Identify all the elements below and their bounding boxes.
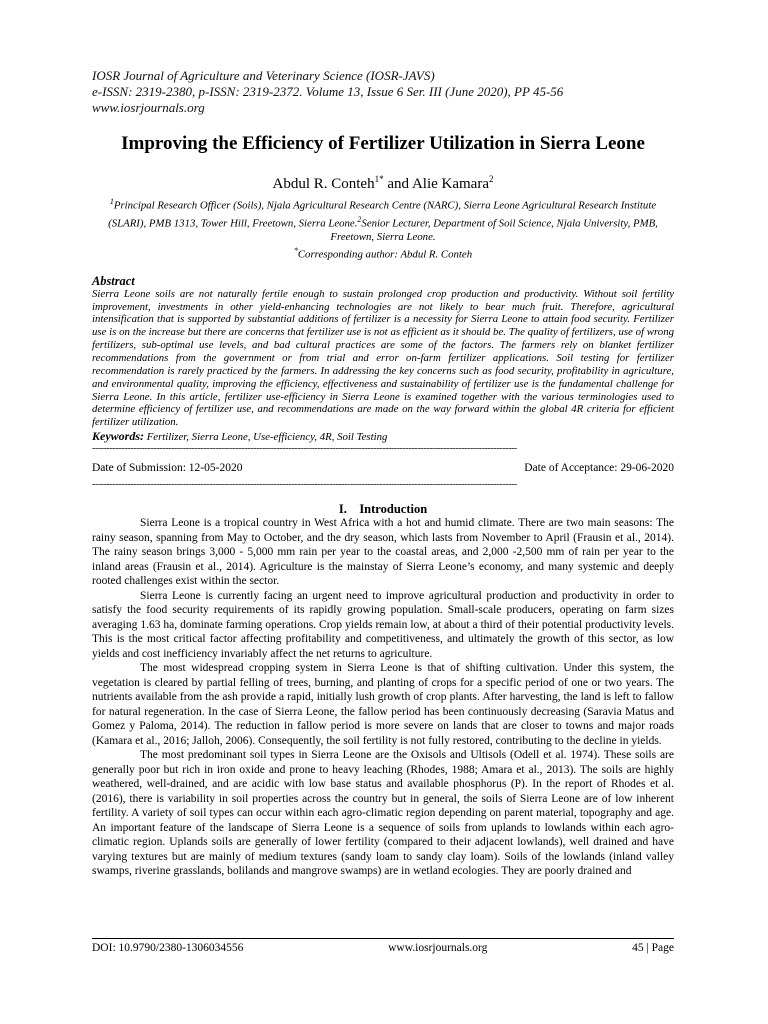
page-footer [92,942,674,954]
keywords-text: Fertilizer, Sierra Leone, Use-efficiency, 4R, Soil Testing [144,431,388,444]
paragraph: Sierra Leone is a tropical country in West Africa with a hot and humid climate. There are two main seasons: The rainy season, spanning from May to October, and the dry season, which lasts from November to April (Frausin et al., 2014). The rainy season brings 3,000 - 5,000 mm rain per year to the coastal areas, and 2,000 -2,500 mm of rain per year to the inland areas (Frausin et al., 2014). Agriculture is the mainstay of Sierra Leone’s economy, and many systemic and deeply rooted challenges exist within the sector. [92,517,674,588]
paragraph: The most predominant soil types in Sierra Leone are the Oxisols and Ultisols (Odell et al. 1974). These soils are generally poor but rich in iron oxide and prone to heavy leaching (Rhodes, 1988; Amara et al., 2013). The soils are highly weathered, well-drained, and are acidic with low base status and available phosphorus (P). In the report of Rhodes et al. (2016), there is variability in soil properties across the country but in general, the soils of Sierra Leone are of low inherent fertility. A variety of soil types can occur within each agro-climatic region depending on parent material, topography and age. An important feature of the landscape of Sierra Leone is a sequence of soils from uplands to lowlands within each agro-climatic region. Uplands soils are generally of lower fertility (compared to their adjacent lowlands), well drained and have varying textures but are mainly of medium textures (sandy loam to sandy clay loam). Soils of the lowlands (inland valley swamps, riverine grasslands, bolilands and mangrove swamps) are in wetland ecologies. They are poorly drained and [92,749,674,878]
footer-page-number: 45 | Page [632,942,674,954]
journal-header [92,68,674,116]
author-2-marker: 2 [488,174,494,184]
corresponding-marker: * [293,246,298,256]
paragraph: Sierra Leone is currently facing an urgent need to improve agricultural production and productivity in order to satisfy the food security requirements of its rapidly growing population. Small-scale producers, operating on farm sizes averaging 1.63 ha, dominate farming operations. Crop yields remain low, at about a third of their potential productivity levels. This is the most critical factor affecting profitability and competitiveness, and ultimately the growth of this sector, as low yields and cost inefficiency invariably affect the net returns to agriculture. [92,589,674,660]
journal-name: IOSR Journal of Agriculture and Veterinary Science (IOSR-JAVS) [92,68,435,83]
affiliation-2-marker: 2 [357,214,362,224]
dates-row [92,460,674,476]
separator-bottom: ------------------------------------------------------------------------------------------------------------------------------------------------- [92,480,517,491]
keywords-label: Keywords: [92,429,144,444]
abstract-heading: Abstract [92,273,135,288]
abstract-text: Sierra Leone soils are not naturally fertile enough to sustain prolonged crop production and productivity. Without soil fertility improvement, investments in other yield-enhancing technologies are not likely to bear much fruit. Therefore, agricultural intensification that is supported by substantial additions of fertilizer is a necessity for Sierra Leone to attain food security. Fertilizer use is on the increase but there are concerns that fertilizer use is not as efficient as it should be. The quality of fertilizers, use of wrong fertilizers, sub-optimal use levels, and bad cultural practices are some of the factors. The farmers rely on blanket fertilizer recommendations from the government or from trial and error on-farm fertilizer applications. Soil testing for fertilizer recommendation is rarely practiced by the farmers. In addressing the key concerns such as food security, profitability in agriculture, and environmental quality, improving the efficiency, effectiveness and sustainability of fertilizer use is the fundamental challenge for Sierra Leone. In this article, fertilizer use-efficiency in Sierra Leone is examined together with the various terminologies used to determine efficiency of fertilizer use, and recommendations are made on the way forward within the global 4R criteria for efficient fertilizer utilization. [92,287,674,429]
paragraph: The most widespread cropping system in Sierra Leone is that of shifting cultivation. Under this system, the vegetation is cleared by partial felling of trees, burning, and planting of crops for a specific period of one or two years. The nutrients available from the ash provide a rapid, initially lush growth of crop plants. After harvesting, the land is left to fallow for natural regeneration. In the case of Sierra Leone, the fallow period has been continuously decreasing (Saravia Matus and Gomez y Paloma, 2014). The reduction in fallow period is more severe on lands that are closer to towns and major roads (Kamara et al., 2016; Jalloh, 2006). Consequently, the soil fertility is not fully restored, contributing to the decline in yields. [92,662,674,747]
corresponding-author: Corresponding author: Abdul R. Conteh [297,248,473,261]
submission-date: Date of Submission: 12-05-2020 [92,462,243,475]
author-1: Abdul R. Conteh [272,176,375,192]
author-2: Alie Kamara [411,176,489,192]
footer-site[interactable]: www.iosrjournals.org [388,942,488,954]
section-heading: I. Introduction [338,502,428,517]
affiliations [92,195,674,262]
acceptance-date: Date of Acceptance: 29-06-2020 [524,462,674,475]
separator-top: ------------------------------------------------------------------------------------------------------------------------------------------------- [92,444,517,455]
affiliation-2: Senior Lecturer, Department of Soil Science, Njala University, PMB, Freetown, Sierra Leone. [330,217,658,244]
keywords [92,429,674,444]
author-line [92,170,674,193]
author-conjunction: and [383,176,412,192]
footer-rule [92,938,674,939]
journal-url[interactable]: www.iosrjournals.org [92,100,205,115]
paper-page [92,68,674,879]
author-1-marker: 1* [374,174,384,184]
footer-doi[interactable]: DOI: 10.9790/2380-1306034556 [92,942,244,954]
journal-issn: e-ISSN: 2319-2380, p-ISSN: 2319-2372. Volume 13, Issue 6 Ser. III (June 2020), PP 45-56 [92,84,564,99]
affiliation-1-marker: 1 [109,197,114,206]
body-text [92,516,674,879]
affiliation-1: Principal Research Officer (Soils), Njala Agricultural Research Centre (NARC), Sierra Leone Agricultural Research Institute (SLARI), PMB 1313, Tower Hill, Freetown, Sierra Leone. [108,199,657,230]
paper-title: Improving the Efficiency of Fertilizer Utilization in Sierra Leone [121,133,645,154]
